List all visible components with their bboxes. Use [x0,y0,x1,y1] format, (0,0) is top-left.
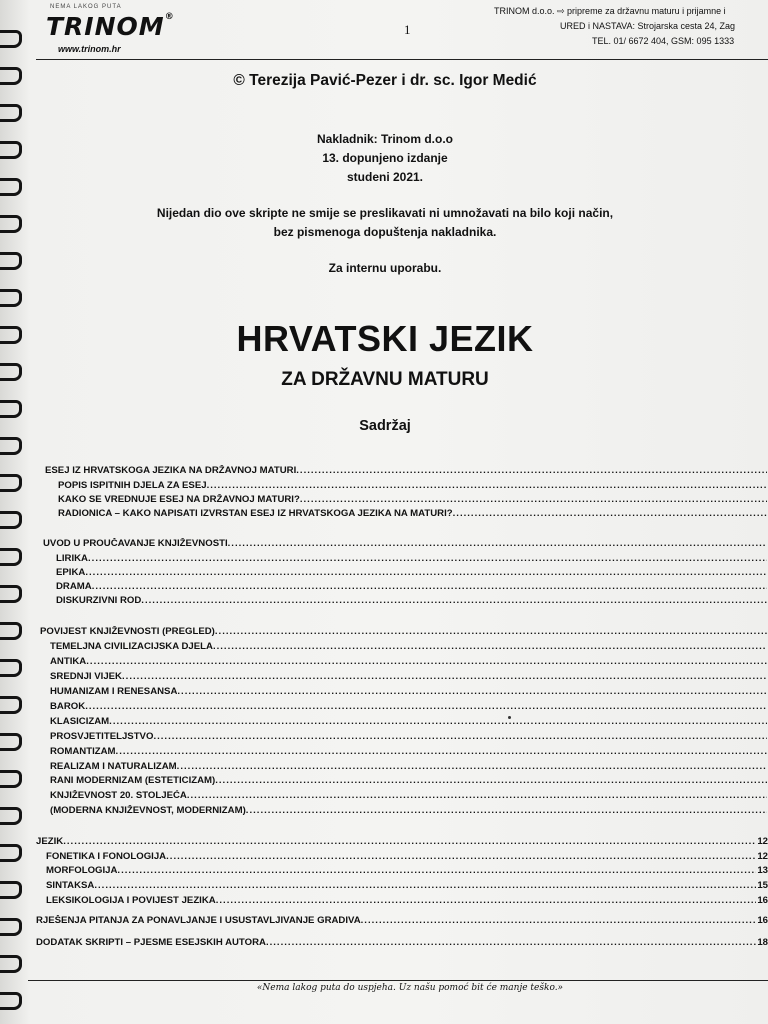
toc-entry[interactable] [50,805,768,820]
logo-text-mid: O [116,12,139,41]
toc-entry-label: (MODERNA KNJIŽEVNOST, MODERNIZAM) [50,805,246,816]
toc-leader-dots [187,790,767,801]
toc-entry[interactable] [50,641,768,656]
toc-entry-label: SREDNJI VIJEK [50,671,122,682]
document-subtitle: ZA DRŽAVNU MATURU [281,369,489,390]
toc-leader-dots [453,508,767,519]
toc-leader-dots [141,595,767,606]
paper-speck [508,716,511,719]
toc-entry-label: LIRIKA [56,553,88,564]
toc-leader-dots [94,880,756,891]
toc-entry-label: DISKURZIVNI ROD [56,595,142,606]
toc-entry[interactable] [46,895,768,910]
toc-entry-label: DRAMA [56,581,92,592]
company-line-3: TEL. 01/ 6672 404, GSM: 095 1333 [592,36,735,46]
toc-leader-dots [300,494,767,505]
toc-leader-dots [117,865,756,876]
logo-text: TRIN [46,12,117,41]
toc-entry-page: 16 [757,915,768,926]
toc-entry[interactable] [56,553,768,568]
toc-entry[interactable] [56,581,768,596]
internal-use-note: Za internu uporabu. [328,261,442,275]
toc-entry-label: KNJIŽEVNOST 20. STOLJEĆA [50,790,187,801]
toc-leader-dots [215,626,767,637]
toc-leader-dots [177,761,767,772]
toc-entry-label: JEZIK [36,836,64,847]
toc-entry[interactable] [58,494,768,509]
document-title: HRVATSKI JEZIK [236,318,534,359]
notice-line-2: bez pismenoga dopuštenja nakladnika. [273,225,497,239]
toc-leader-dots [213,641,767,652]
toc-leader-dots [215,775,767,786]
edition: 13. dopunjeno izdanje [322,151,448,165]
toc-entry-label: PROSVJETITELJSTVO [50,731,154,742]
toc-entry-label: ESEJ IZ HRVATSKOGA JEZIKA NA DRŽAVNOJ MATURI [45,465,297,476]
toc-entry-page: 12 [757,851,768,862]
page-number: 1 [404,22,411,37]
footer-divider [28,980,768,981]
toc-entry[interactable] [43,538,768,553]
toc-entry[interactable] [50,775,768,790]
toc-entry-label: RADIONICA – KAKO NAPISATI IZVRSTAN ESEJ IZ HRVATSKOGA JEZIKA NA MATURI? [58,508,453,519]
toc-leader-dots [216,895,757,906]
toc-leader-dots [116,746,767,757]
toc-entry-label: EPIKA [56,567,86,578]
publisher-name: Nakladnik: Trinom d.o.o [316,132,453,146]
footer-slogan: «Nema lakog puta do uspjeha. Uz našu pomoć bit će manje teško.» [256,983,564,993]
toc-entry-label: POVIJEST KNJIŽEVNOSTI (PREGLED) [40,626,215,637]
toc-leader-dots [228,538,767,549]
toc-entry[interactable] [36,937,768,952]
registered-icon: ® [164,12,175,22]
toc-leader-dots [296,465,767,476]
copyright-line: © Terezija Pavić-Pezer i dr. sc. Igor Medić [233,72,537,89]
toc-leader-dots [361,915,757,926]
toc-leader-dots [207,480,767,491]
toc-entry-label: POPIS ISPITNIH DJELA ZA ESEJ [58,480,207,491]
toc-entry[interactable] [36,836,768,851]
toc-entry[interactable] [50,701,768,716]
toc-entry[interactable] [50,656,768,671]
toc-entry-label: UVOD U PROUČAVANJE KNJIŽEVNOSTI [43,538,228,549]
toc-entry-page: 15 [757,880,768,891]
toc-entry[interactable] [58,480,768,495]
toc-entry-page: 16 [757,895,768,906]
toc-heading: Sadržaj [359,418,411,434]
toc-leader-dots [177,686,767,697]
logo-text-end: M [138,12,165,41]
notice-line-1: Nijedan dio ove skripte ne smije se preslikavati ni umnožavati na bilo koji način, [156,206,614,220]
toc-leader-dots [109,716,767,727]
toc-entry-label: SINTAKSA [46,880,95,891]
toc-entry-label: HUMANIZAM I RENESANSA [50,686,178,697]
toc-leader-dots [88,553,767,564]
toc-leader-dots [86,656,767,667]
toc-leader-dots [85,701,767,712]
toc-entry[interactable] [36,915,768,930]
toc-entry-label: KAKO SE VREDNUJE ESEJ NA DRŽAVNOJ MATURI? [58,494,300,505]
company-line-2: URED i NASTAVA: Strojarska cesta 24, Zag [560,21,736,31]
toc-entry-page: 12 [757,836,768,847]
toc-leader-dots [153,731,767,742]
toc-entry-label: ROMANTIZAM [50,746,116,757]
toc-entry[interactable] [50,746,768,761]
toc-entry[interactable] [46,865,768,880]
toc-entry-label: FONETIKA I FONOLOGIJA [46,851,167,862]
toc-entry-label: KLASICIZAM [50,716,110,727]
toc-entry-label: LEKSIKOLOGIJA I POVIJEST JEZIKA [46,895,216,906]
toc-entry[interactable] [56,567,768,582]
toc-leader-dots [85,567,767,578]
toc-entry-label: MORFOLOGIJA [46,865,118,876]
toc-leader-dots [166,851,756,862]
toc-entry[interactable] [50,761,768,776]
toc-entry-label: ANTIKA [50,656,87,667]
toc-entry-page: 13 [757,865,768,876]
toc-entry[interactable] [50,671,768,686]
toc-entry[interactable] [46,880,768,895]
toc-leader-dots [92,581,767,592]
toc-entry-label: TEMELJNA CIVILIZACIJSKA DJELA [50,641,213,652]
toc-entry[interactable] [50,716,768,731]
toc-entry[interactable] [40,626,768,641]
toc-leader-dots [246,805,767,816]
toc-entry[interactable] [50,731,768,746]
toc-entry-page: 18 [757,937,768,948]
website-link[interactable]: www.trinom.hr [58,44,121,54]
company-line-1: TRINOM d.o.o. ⇨ pripreme za državnu maturu i prijamne i [494,6,726,16]
toc-entry-label: RANI MODERNIZAM (ESTETICIZAM) [50,775,216,786]
toc-entry[interactable] [50,686,768,701]
toc-entry[interactable] [56,595,768,610]
toc-entry-label: BAROK [50,701,86,712]
toc-entry[interactable] [58,508,768,523]
toc-entry-label: RJEŠENJA PITANJA ZA PONAVLJANJE I USUSTAVLJIVANJE GRADIVA [36,915,361,926]
publication-date: studeni 2021. [346,170,424,184]
toc-entry[interactable] [45,465,768,480]
toc-leader-dots [266,937,756,948]
toc-leader-dots [63,836,756,847]
toc-leader-dots [122,671,767,682]
logo-tagline: NEMA LAKOG PUTA [50,4,122,10]
toc-entry[interactable] [46,851,768,866]
toc-entry-label: REALIZAM I NATURALIZAM [50,761,177,772]
toc-entry[interactable] [50,790,768,805]
toc-entry-label: DODATAK SKRIPTI – PJESME ESEJSKIH AUTORA [36,937,266,948]
